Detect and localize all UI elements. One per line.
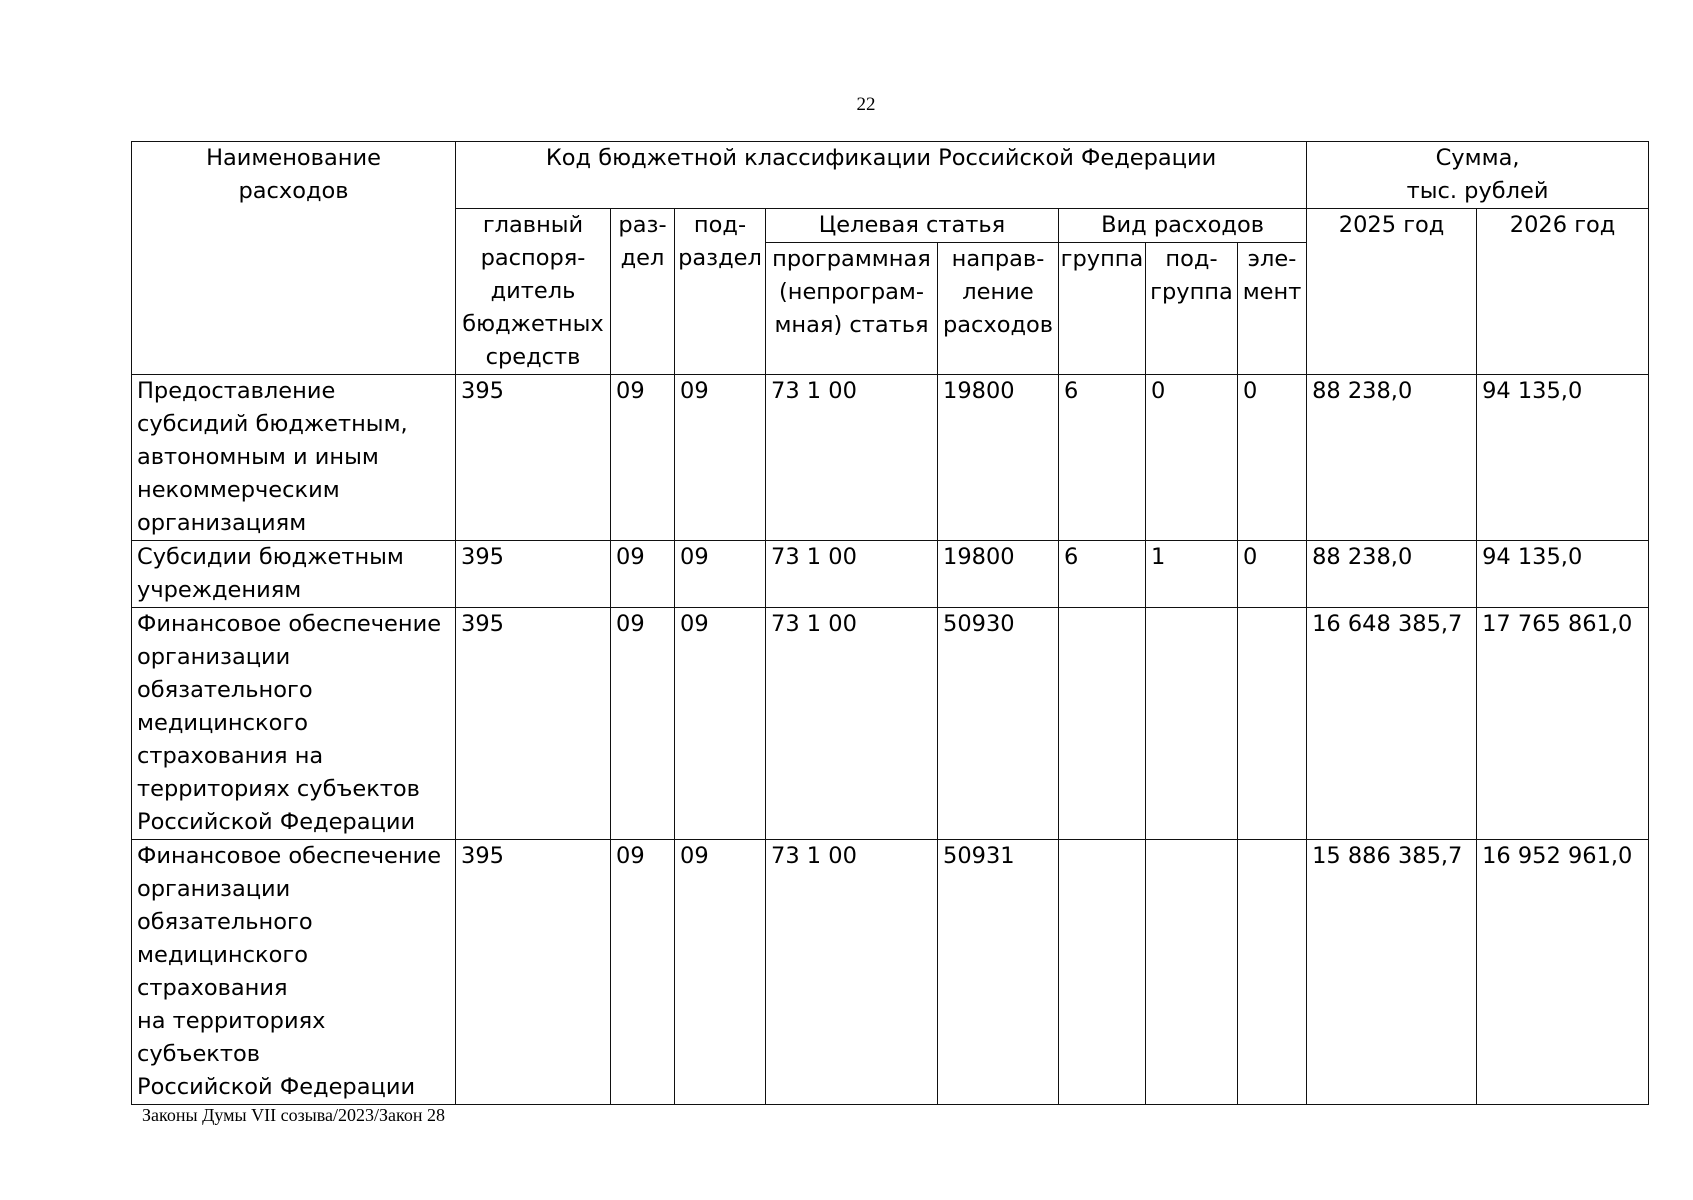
- row-sum-2026: 94 135,0: [1477, 375, 1649, 541]
- row-program: 73 1 00: [766, 608, 938, 840]
- row-sum-2025: 88 238,0: [1307, 375, 1477, 541]
- row-name: Финансовое обеспечение организации обязательного медицинского страхования на территориях субъектов Российской Федерации: [132, 608, 456, 840]
- row-group: 6: [1059, 541, 1146, 608]
- header-expense-type: Вид расходов: [1059, 209, 1307, 243]
- row-program: 73 1 00: [766, 541, 938, 608]
- header-main-manager: главный распоря- дитель бюджетных средств: [456, 209, 611, 375]
- row-subsection: 09: [675, 541, 766, 608]
- row-sum-2025: 16 648 385,7: [1307, 608, 1477, 840]
- row-subgroup: 0: [1146, 375, 1238, 541]
- table-row: [132, 608, 1649, 840]
- row-subsection: 09: [675, 375, 766, 541]
- header-sum-group: Сумма, тыс. рублей: [1307, 142, 1649, 209]
- header-expense-direction: направ- ление расходов: [938, 243, 1059, 375]
- row-sum-2025: 15 886 385,7: [1307, 840, 1477, 1105]
- table-row: [132, 541, 1649, 608]
- row-program: 73 1 00: [766, 840, 938, 1105]
- row-group: [1059, 608, 1146, 840]
- row-sum-2026: 94 135,0: [1477, 541, 1649, 608]
- row-subgroup: [1146, 840, 1238, 1105]
- row-direction: 19800: [938, 541, 1059, 608]
- table-row: [132, 840, 1649, 1105]
- header-target-article: Целевая статья: [766, 209, 1059, 243]
- header-subgroup: под- группа: [1146, 243, 1238, 375]
- header-section: раз- дел: [611, 209, 675, 375]
- row-element: 0: [1238, 541, 1307, 608]
- header-subsection: под- раздел: [675, 209, 766, 375]
- row-section: 09: [611, 375, 675, 541]
- row-sum-2025: 88 238,0: [1307, 541, 1477, 608]
- header-element: эле- мент: [1238, 243, 1307, 375]
- header-year-2026: 2026 год: [1477, 209, 1649, 375]
- header-name: Наименование расходов: [132, 142, 456, 375]
- row-group: [1059, 840, 1146, 1105]
- row-element: [1238, 608, 1307, 840]
- row-name: Субсидии бюджетным учреждениям: [132, 541, 456, 608]
- row-sum-2026: 16 952 961,0: [1477, 840, 1649, 1105]
- row-section: 09: [611, 840, 675, 1105]
- table-row: [132, 375, 1649, 541]
- row-subgroup: 1: [1146, 541, 1238, 608]
- row-subsection: 09: [675, 608, 766, 840]
- row-name: Предоставление субсидий бюджетным, автономным и иным некоммерческим организациям: [132, 375, 456, 541]
- row-manager: 395: [456, 608, 611, 840]
- row-element: [1238, 840, 1307, 1105]
- row-section: 09: [611, 541, 675, 608]
- row-direction: 19800: [938, 375, 1059, 541]
- header-year-2025: 2025 год: [1307, 209, 1477, 375]
- row-manager: 395: [456, 541, 611, 608]
- row-manager: 395: [456, 375, 611, 541]
- document-footer: Законы Думы VII созыва/2023/Закон 28: [142, 1105, 445, 1125]
- row-name: Финансовое обеспечение организации обязательного медицинского страхования на территориях субъектов Российской Федерации: [132, 840, 456, 1105]
- row-subgroup: [1146, 608, 1238, 840]
- row-subsection: 09: [675, 840, 766, 1105]
- page-number: 22: [856, 94, 876, 115]
- row-program: 73 1 00: [766, 375, 938, 541]
- row-sum-2026: 17 765 861,0: [1477, 608, 1649, 840]
- header-program-article: программная (непрограм- мная) статья: [766, 243, 938, 375]
- row-direction: 50931: [938, 840, 1059, 1105]
- row-group: 6: [1059, 375, 1146, 541]
- budget-table: [131, 141, 1649, 1105]
- header-group: группа: [1059, 243, 1146, 375]
- row-direction: 50930: [938, 608, 1059, 840]
- row-manager: 395: [456, 840, 611, 1105]
- row-section: 09: [611, 608, 675, 840]
- header-code-group: Код бюджетной классификации Российской Федерации: [456, 142, 1307, 209]
- row-element: 0: [1238, 375, 1307, 541]
